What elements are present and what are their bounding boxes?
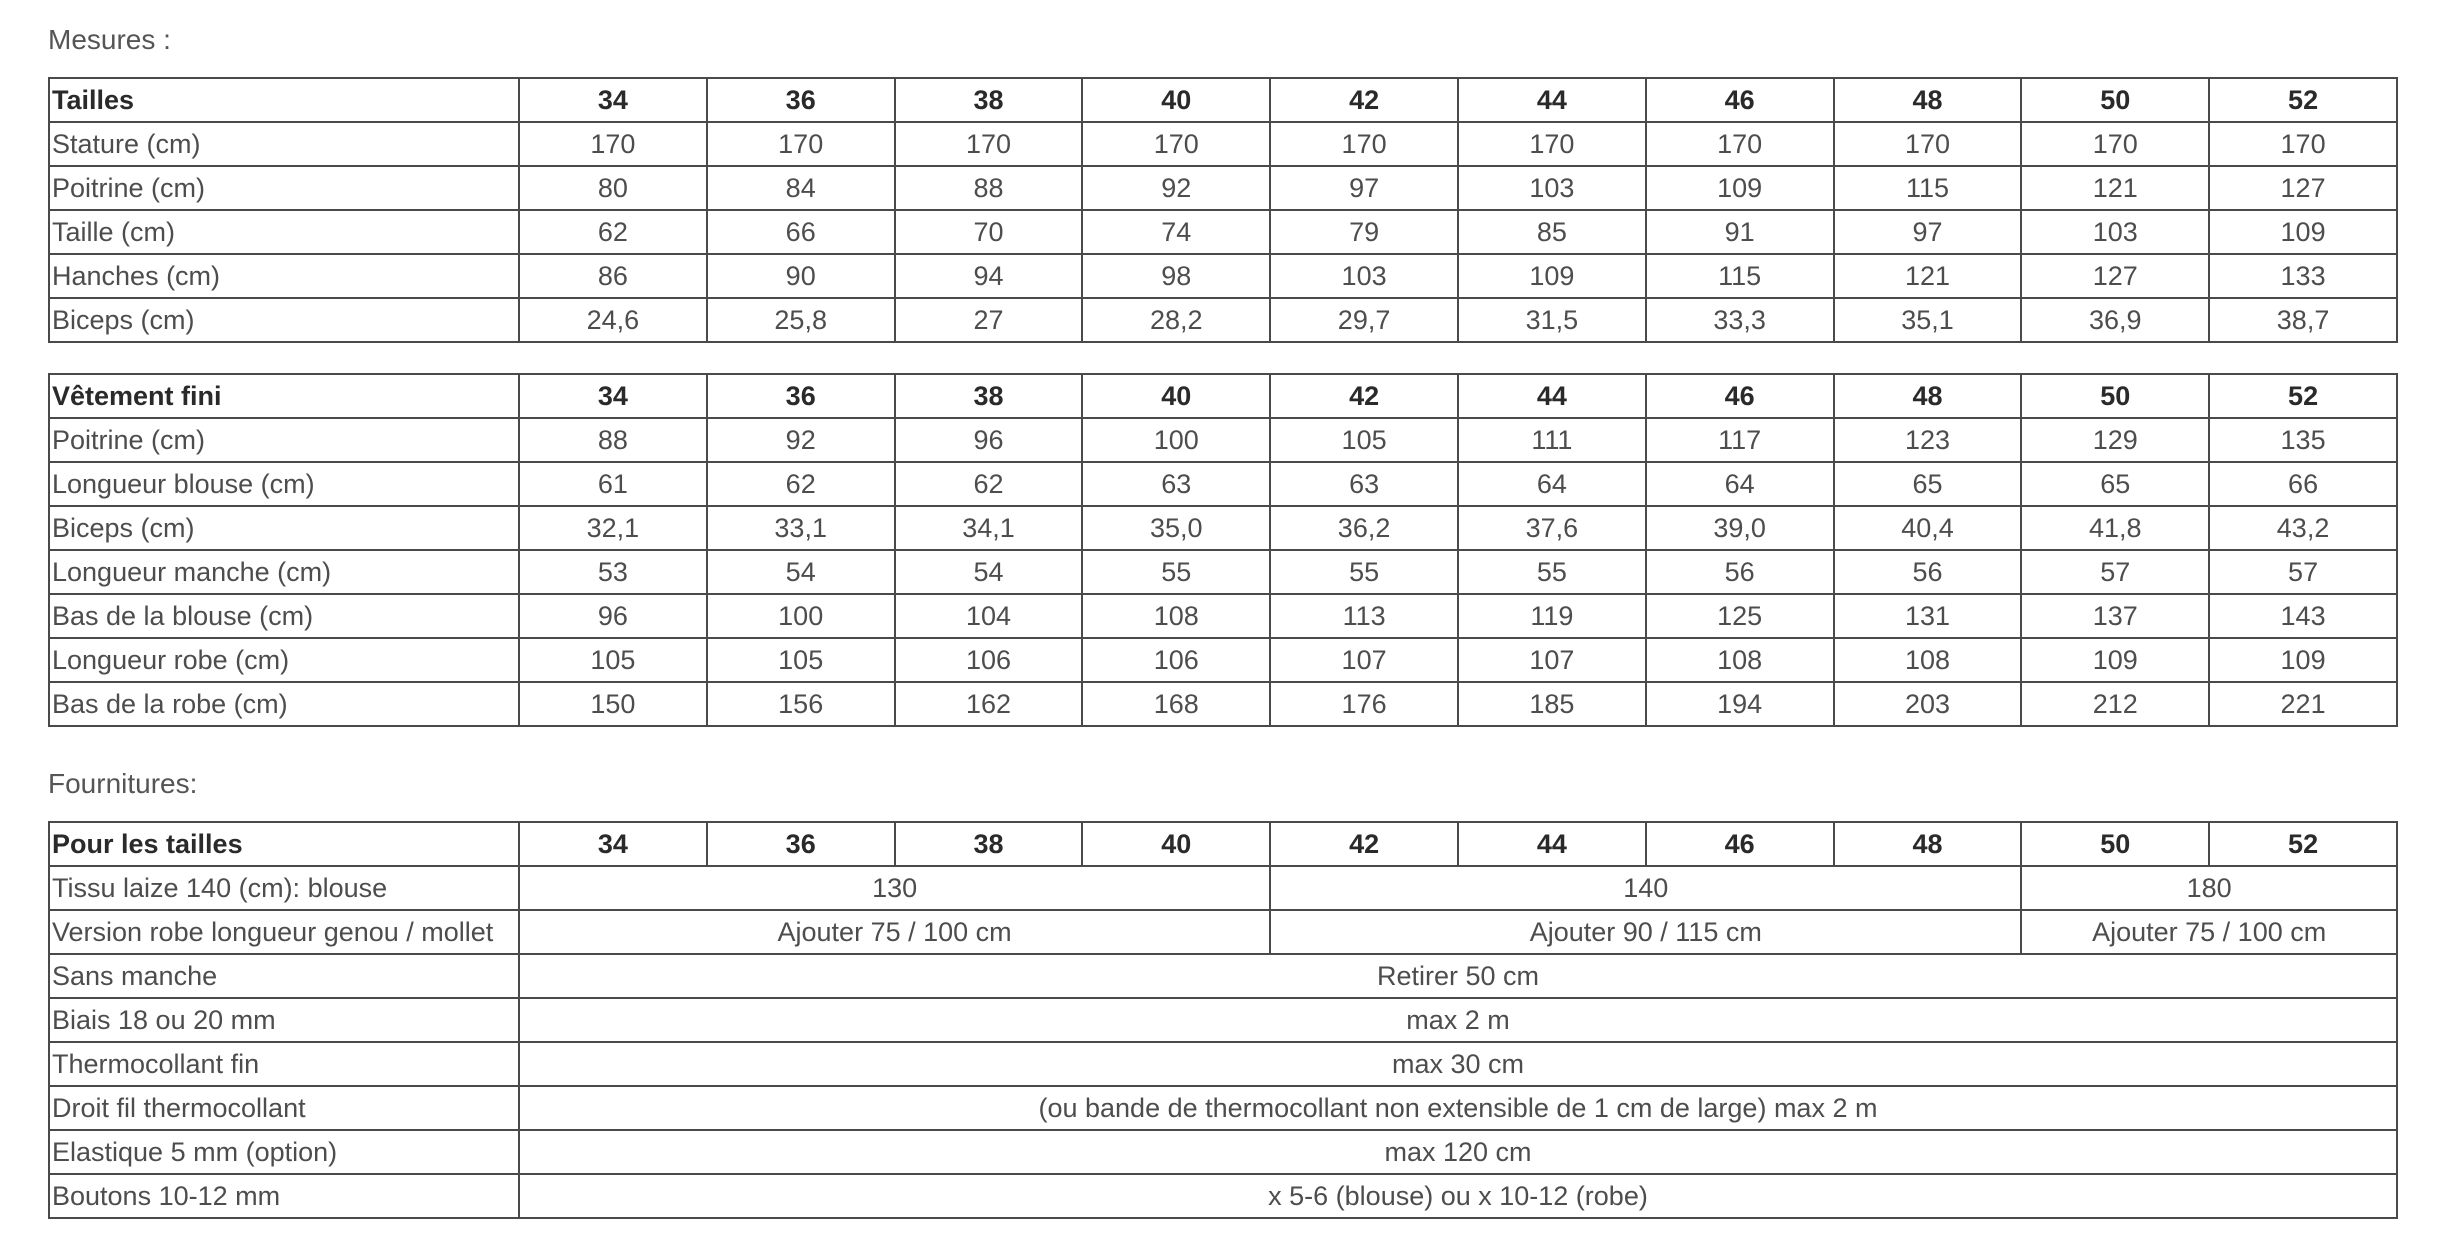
cell-value: 96 bbox=[519, 594, 707, 638]
cell-value: 135 bbox=[2209, 418, 2397, 462]
cell-value: 104 bbox=[895, 594, 1083, 638]
cell-value: 111 bbox=[1458, 418, 1646, 462]
cell-value: Retirer 50 cm bbox=[519, 954, 2397, 998]
cell-value: Ajouter 90 / 115 cm bbox=[1270, 910, 2021, 954]
cell-value: 88 bbox=[519, 418, 707, 462]
cell-value: 162 bbox=[895, 682, 1083, 726]
cell-value: 212 bbox=[2021, 682, 2209, 726]
size-header: 38 bbox=[895, 374, 1083, 418]
cell-value: 108 bbox=[1646, 638, 1834, 682]
cell-value: 109 bbox=[1458, 254, 1646, 298]
size-header: 40 bbox=[1082, 822, 1270, 866]
cell-value: 168 bbox=[1082, 682, 1270, 726]
cell-value: 27 bbox=[895, 298, 1083, 342]
cell-value: 96 bbox=[895, 418, 1083, 462]
cell-value: x 5-6 (blouse) ou x 10-12 (robe) bbox=[519, 1174, 2397, 1218]
cell-value: 57 bbox=[2209, 550, 2397, 594]
cell-value: 170 bbox=[1646, 122, 1834, 166]
row-label: Thermocollant fin bbox=[49, 1042, 519, 1086]
cell-value: 37,6 bbox=[1458, 506, 1646, 550]
size-header: 52 bbox=[2209, 374, 2397, 418]
mesures-table bbox=[48, 77, 2398, 343]
cell-value: 156 bbox=[707, 682, 895, 726]
row-label: Poitrine (cm) bbox=[49, 166, 519, 210]
size-header: 42 bbox=[1270, 78, 1458, 122]
cell-value: 94 bbox=[895, 254, 1083, 298]
row-label: Hanches (cm) bbox=[49, 254, 519, 298]
cell-value: 43,2 bbox=[2209, 506, 2397, 550]
size-header: 48 bbox=[1834, 822, 2022, 866]
cell-value: 36,2 bbox=[1270, 506, 1458, 550]
cell-value: 113 bbox=[1270, 594, 1458, 638]
cell-value: 103 bbox=[2021, 210, 2209, 254]
size-header: 38 bbox=[895, 822, 1083, 866]
size-header: 48 bbox=[1834, 374, 2022, 418]
row-label: Droit fil thermocollant bbox=[49, 1086, 519, 1130]
size-header: 42 bbox=[1270, 822, 1458, 866]
cell-value: 109 bbox=[1646, 166, 1834, 210]
cell-value: 133 bbox=[2209, 254, 2397, 298]
size-header: 38 bbox=[895, 78, 1083, 122]
cell-value: 41,8 bbox=[2021, 506, 2209, 550]
cell-value: 140 bbox=[1270, 866, 2021, 910]
cell-value: 109 bbox=[2209, 210, 2397, 254]
header-label: Vêtement fini bbox=[49, 374, 519, 418]
size-header: 52 bbox=[2209, 822, 2397, 866]
cell-value: 106 bbox=[1082, 638, 1270, 682]
row-label: Biceps (cm) bbox=[49, 298, 519, 342]
cell-value: 24,6 bbox=[519, 298, 707, 342]
cell-value: 55 bbox=[1270, 550, 1458, 594]
cell-value: 170 bbox=[1834, 122, 2022, 166]
cell-value: Ajouter 75 / 100 cm bbox=[519, 910, 1270, 954]
cell-value: 66 bbox=[2209, 462, 2397, 506]
table-row bbox=[49, 254, 2397, 298]
row-label: Longueur manche (cm) bbox=[49, 550, 519, 594]
cell-value: 32,1 bbox=[519, 506, 707, 550]
size-header: 36 bbox=[707, 78, 895, 122]
cell-value: 105 bbox=[1270, 418, 1458, 462]
cell-value: 194 bbox=[1646, 682, 1834, 726]
table-row bbox=[49, 550, 2397, 594]
table-row bbox=[49, 638, 2397, 682]
cell-value: 91 bbox=[1646, 210, 1834, 254]
size-header: 44 bbox=[1458, 78, 1646, 122]
cell-value: 64 bbox=[1646, 462, 1834, 506]
cell-value: 170 bbox=[895, 122, 1083, 166]
cell-value: 127 bbox=[2021, 254, 2209, 298]
cell-value: 36,9 bbox=[2021, 298, 2209, 342]
cell-value: 56 bbox=[1834, 550, 2022, 594]
table-header-row bbox=[49, 78, 2397, 122]
cell-value: 109 bbox=[2021, 638, 2209, 682]
cell-value: 63 bbox=[1082, 462, 1270, 506]
size-header: 34 bbox=[519, 374, 707, 418]
cell-value: 70 bbox=[895, 210, 1083, 254]
cell-value: max 120 cm bbox=[519, 1130, 2397, 1174]
vetement-fini-table bbox=[48, 373, 2398, 727]
cell-value: 66 bbox=[707, 210, 895, 254]
size-header: 44 bbox=[1458, 374, 1646, 418]
row-label: Boutons 10-12 mm bbox=[49, 1174, 519, 1218]
table-row bbox=[49, 122, 2397, 166]
cell-value: 88 bbox=[895, 166, 1083, 210]
table-row bbox=[49, 954, 2397, 998]
cell-value: 64 bbox=[1458, 462, 1646, 506]
table-row bbox=[49, 1130, 2397, 1174]
cell-value: 92 bbox=[707, 418, 895, 462]
header-label: Tailles bbox=[49, 78, 519, 122]
size-header: 50 bbox=[2021, 78, 2209, 122]
cell-value: 84 bbox=[707, 166, 895, 210]
cell-value: 38,7 bbox=[2209, 298, 2397, 342]
cell-value: 79 bbox=[1270, 210, 1458, 254]
cell-value: 131 bbox=[1834, 594, 2022, 638]
cell-value: 28,2 bbox=[1082, 298, 1270, 342]
cell-value: 119 bbox=[1458, 594, 1646, 638]
cell-value: 180 bbox=[2021, 866, 2397, 910]
row-label: Taille (cm) bbox=[49, 210, 519, 254]
cell-value: 127 bbox=[2209, 166, 2397, 210]
cell-value: 105 bbox=[519, 638, 707, 682]
table-row bbox=[49, 594, 2397, 638]
cell-value: 108 bbox=[1082, 594, 1270, 638]
cell-value: 100 bbox=[1082, 418, 1270, 462]
fournitures-title: Fournitures: bbox=[48, 768, 198, 799]
table-row bbox=[49, 866, 2397, 910]
cell-value: 62 bbox=[895, 462, 1083, 506]
cell-value: 80 bbox=[519, 166, 707, 210]
table-row bbox=[49, 682, 2397, 726]
table-row bbox=[49, 462, 2397, 506]
cell-value: 117 bbox=[1646, 418, 1834, 462]
cell-value: 103 bbox=[1270, 254, 1458, 298]
cell-value: 53 bbox=[519, 550, 707, 594]
table-row bbox=[49, 1042, 2397, 1086]
cell-value: 25,8 bbox=[707, 298, 895, 342]
row-label: Longueur robe (cm) bbox=[49, 638, 519, 682]
cell-value: 170 bbox=[707, 122, 895, 166]
cell-value: 170 bbox=[1270, 122, 1458, 166]
cell-value: 103 bbox=[1458, 166, 1646, 210]
fournitures-table bbox=[48, 821, 2398, 1219]
cell-value: 170 bbox=[519, 122, 707, 166]
cell-value: 29,7 bbox=[1270, 298, 1458, 342]
cell-value: 74 bbox=[1082, 210, 1270, 254]
table-row bbox=[49, 418, 2397, 462]
cell-value: 121 bbox=[1834, 254, 2022, 298]
table-row bbox=[49, 998, 2397, 1042]
size-header: 40 bbox=[1082, 78, 1270, 122]
cell-value: 63 bbox=[1270, 462, 1458, 506]
cell-value: 115 bbox=[1646, 254, 1834, 298]
cell-value: 115 bbox=[1834, 166, 2022, 210]
cell-value: 121 bbox=[2021, 166, 2209, 210]
table-row bbox=[49, 1174, 2397, 1218]
cell-value: max 2 m bbox=[519, 998, 2397, 1042]
cell-value: 33,3 bbox=[1646, 298, 1834, 342]
table-row bbox=[49, 298, 2397, 342]
cell-value: Ajouter 75 / 100 cm bbox=[2021, 910, 2397, 954]
cell-value: 185 bbox=[1458, 682, 1646, 726]
mesures-title: Mesures : bbox=[48, 24, 171, 55]
cell-value: 105 bbox=[707, 638, 895, 682]
table-row bbox=[49, 1086, 2397, 1130]
size-header: 44 bbox=[1458, 822, 1646, 866]
size-header: 46 bbox=[1646, 78, 1834, 122]
cell-value: 123 bbox=[1834, 418, 2022, 462]
cell-value: 137 bbox=[2021, 594, 2209, 638]
cell-value: 221 bbox=[2209, 682, 2397, 726]
row-label: Biceps (cm) bbox=[49, 506, 519, 550]
cell-value: 100 bbox=[707, 594, 895, 638]
cell-value: 56 bbox=[1646, 550, 1834, 594]
cell-value: 90 bbox=[707, 254, 895, 298]
cell-value: 65 bbox=[1834, 462, 2022, 506]
cell-value: (ou bande de thermocollant non extensible de 1 cm de large) max 2 m bbox=[519, 1086, 2397, 1130]
cell-value: 170 bbox=[2021, 122, 2209, 166]
header-label: Pour les tailles bbox=[49, 822, 519, 866]
cell-value: 97 bbox=[1834, 210, 2022, 254]
cell-value: 92 bbox=[1082, 166, 1270, 210]
cell-value: 150 bbox=[519, 682, 707, 726]
cell-value: 85 bbox=[1458, 210, 1646, 254]
cell-value: 65 bbox=[2021, 462, 2209, 506]
cell-value: 203 bbox=[1834, 682, 2022, 726]
row-label: Biais 18 ou 20 mm bbox=[49, 998, 519, 1042]
cell-value: 57 bbox=[2021, 550, 2209, 594]
cell-value: 86 bbox=[519, 254, 707, 298]
row-label: Version robe longueur genou / mollet bbox=[49, 910, 519, 954]
size-header: 52 bbox=[2209, 78, 2397, 122]
cell-value: 62 bbox=[707, 462, 895, 506]
cell-value: 34,1 bbox=[895, 506, 1083, 550]
table-header-row bbox=[49, 822, 2397, 866]
size-header: 34 bbox=[519, 822, 707, 866]
cell-value: 107 bbox=[1458, 638, 1646, 682]
cell-value: 107 bbox=[1270, 638, 1458, 682]
size-header: 50 bbox=[2021, 822, 2209, 866]
row-label: Bas de la robe (cm) bbox=[49, 682, 519, 726]
cell-value: 129 bbox=[2021, 418, 2209, 462]
cell-value: 54 bbox=[707, 550, 895, 594]
row-label: Poitrine (cm) bbox=[49, 418, 519, 462]
cell-value: 54 bbox=[895, 550, 1083, 594]
cell-value: 97 bbox=[1270, 166, 1458, 210]
size-header: 46 bbox=[1646, 822, 1834, 866]
table-row bbox=[49, 506, 2397, 550]
cell-value: 98 bbox=[1082, 254, 1270, 298]
row-label: Stature (cm) bbox=[49, 122, 519, 166]
cell-value: 35,0 bbox=[1082, 506, 1270, 550]
size-header: 34 bbox=[519, 78, 707, 122]
size-header: 40 bbox=[1082, 374, 1270, 418]
cell-value: 109 bbox=[2209, 638, 2397, 682]
cell-value: 31,5 bbox=[1458, 298, 1646, 342]
cell-value: 62 bbox=[519, 210, 707, 254]
cell-value: 40,4 bbox=[1834, 506, 2022, 550]
cell-value: 170 bbox=[1458, 122, 1646, 166]
row-label: Tissu laize 140 (cm): blouse bbox=[49, 866, 519, 910]
cell-value: max 30 cm bbox=[519, 1042, 2397, 1086]
cell-value: 35,1 bbox=[1834, 298, 2022, 342]
cell-value: 39,0 bbox=[1646, 506, 1834, 550]
table-header-row bbox=[49, 374, 2397, 418]
cell-value: 130 bbox=[519, 866, 1270, 910]
table-row bbox=[49, 910, 2397, 954]
row-label: Sans manche bbox=[49, 954, 519, 998]
row-label: Bas de la blouse (cm) bbox=[49, 594, 519, 638]
cell-value: 33,1 bbox=[707, 506, 895, 550]
cell-value: 176 bbox=[1270, 682, 1458, 726]
cell-value: 143 bbox=[2209, 594, 2397, 638]
size-header: 36 bbox=[707, 822, 895, 866]
size-header: 36 bbox=[707, 374, 895, 418]
row-label: Elastique 5 mm (option) bbox=[49, 1130, 519, 1174]
cell-value: 55 bbox=[1458, 550, 1646, 594]
cell-value: 61 bbox=[519, 462, 707, 506]
row-label: Longueur blouse (cm) bbox=[49, 462, 519, 506]
table-row bbox=[49, 166, 2397, 210]
cell-value: 106 bbox=[895, 638, 1083, 682]
cell-value: 108 bbox=[1834, 638, 2022, 682]
table-row bbox=[49, 210, 2397, 254]
size-header: 48 bbox=[1834, 78, 2022, 122]
cell-value: 170 bbox=[2209, 122, 2397, 166]
size-header: 50 bbox=[2021, 374, 2209, 418]
cell-value: 170 bbox=[1082, 122, 1270, 166]
cell-value: 125 bbox=[1646, 594, 1834, 638]
size-header: 42 bbox=[1270, 374, 1458, 418]
cell-value: 55 bbox=[1082, 550, 1270, 594]
size-header: 46 bbox=[1646, 374, 1834, 418]
